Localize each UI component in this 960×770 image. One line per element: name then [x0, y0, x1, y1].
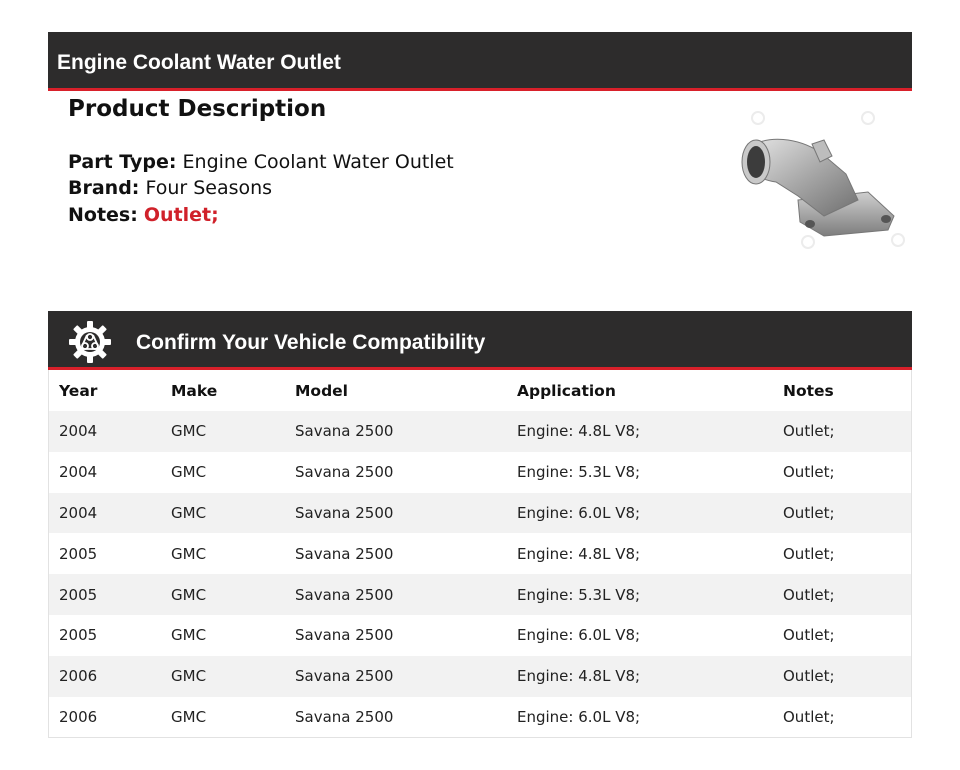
cell-year: 2006 [49, 656, 161, 697]
part-type-line [68, 151, 454, 173]
cell-make: GMC [171, 544, 207, 563]
brand-label: Brand: [68, 177, 140, 199]
part-type-value: Engine Coolant Water Outlet [182, 151, 454, 173]
cell-year: 2004 [49, 411, 161, 452]
cell-notes: Outlet; [773, 574, 911, 615]
table-row [49, 656, 911, 697]
cell-year: 2005 [59, 626, 98, 645]
cell-year: 2006 [59, 707, 98, 726]
cell-make: GMC [161, 411, 285, 452]
cell-application: Engine: 6.0L V8; [517, 626, 641, 645]
cell-model: Savana 2500 [295, 463, 394, 482]
notes-label: Notes: [68, 204, 138, 226]
column-header-year: Year [59, 381, 98, 400]
table-row [49, 493, 911, 534]
table-row [49, 574, 911, 615]
table-row [49, 615, 911, 656]
product-title-bar [48, 32, 912, 91]
cell-notes: Outlet; [773, 493, 911, 534]
cell-model: Savana 2500 [285, 656, 507, 697]
table-row [49, 452, 911, 493]
description-heading: Product Description [68, 96, 327, 122]
column-header-make: Make [171, 381, 218, 400]
table-row [49, 533, 911, 574]
cell-year: 2004 [59, 463, 98, 482]
table-row [49, 411, 911, 452]
compatibility-bar [48, 311, 912, 370]
cell-application: Engine: 6.0L V8; [517, 707, 641, 726]
cell-application: Engine: 6.0L V8; [507, 493, 773, 534]
cell-year: 2005 [59, 544, 98, 563]
compatibility-table [48, 370, 912, 738]
cell-model: Savana 2500 [295, 544, 394, 563]
column-header-model: Model [295, 381, 348, 400]
notes-line [68, 204, 219, 226]
cell-make: GMC [171, 707, 207, 726]
column-header-notes: Notes [783, 381, 834, 400]
notes-value: Outlet; [143, 204, 219, 226]
brand-value: Four Seasons [145, 177, 273, 199]
cell-model: Savana 2500 [295, 707, 394, 726]
cell-make: GMC [171, 626, 207, 645]
cell-notes: Outlet; [783, 544, 835, 563]
compatibility-title: Confirm Your Vehicle Compatibility [136, 331, 486, 354]
table-row [49, 697, 911, 738]
product-title: Engine Coolant Water Outlet [57, 51, 341, 74]
cell-notes: Outlet; [783, 626, 835, 645]
cell-year: 2005 [49, 574, 161, 615]
cell-make: GMC [161, 656, 285, 697]
cell-notes: Outlet; [773, 411, 911, 452]
gear-icon [68, 320, 112, 364]
cell-application: Engine: 4.8L V8; [507, 411, 773, 452]
cell-application: Engine: 5.3L V8; [507, 574, 773, 615]
part-type-label: Part Type: [68, 151, 177, 173]
cell-application: Engine: 4.8L V8; [517, 544, 641, 563]
brand-line [68, 177, 272, 199]
table-header-row [49, 370, 911, 411]
cell-model: Savana 2500 [285, 411, 507, 452]
cell-application: Engine: 5.3L V8; [517, 463, 641, 482]
cell-make: GMC [171, 463, 207, 482]
cell-year: 2004 [49, 493, 161, 534]
cell-notes: Outlet; [783, 707, 835, 726]
column-header-application: Application [517, 381, 616, 400]
cell-model: Savana 2500 [285, 574, 507, 615]
cell-notes: Outlet; [783, 463, 835, 482]
cell-make: GMC [161, 493, 285, 534]
cell-notes: Outlet; [773, 656, 911, 697]
cell-model: Savana 2500 [295, 626, 394, 645]
cell-make: GMC [161, 574, 285, 615]
cell-model: Savana 2500 [285, 493, 507, 534]
water-outlet-image [728, 104, 908, 258]
cell-application: Engine: 4.8L V8; [507, 656, 773, 697]
